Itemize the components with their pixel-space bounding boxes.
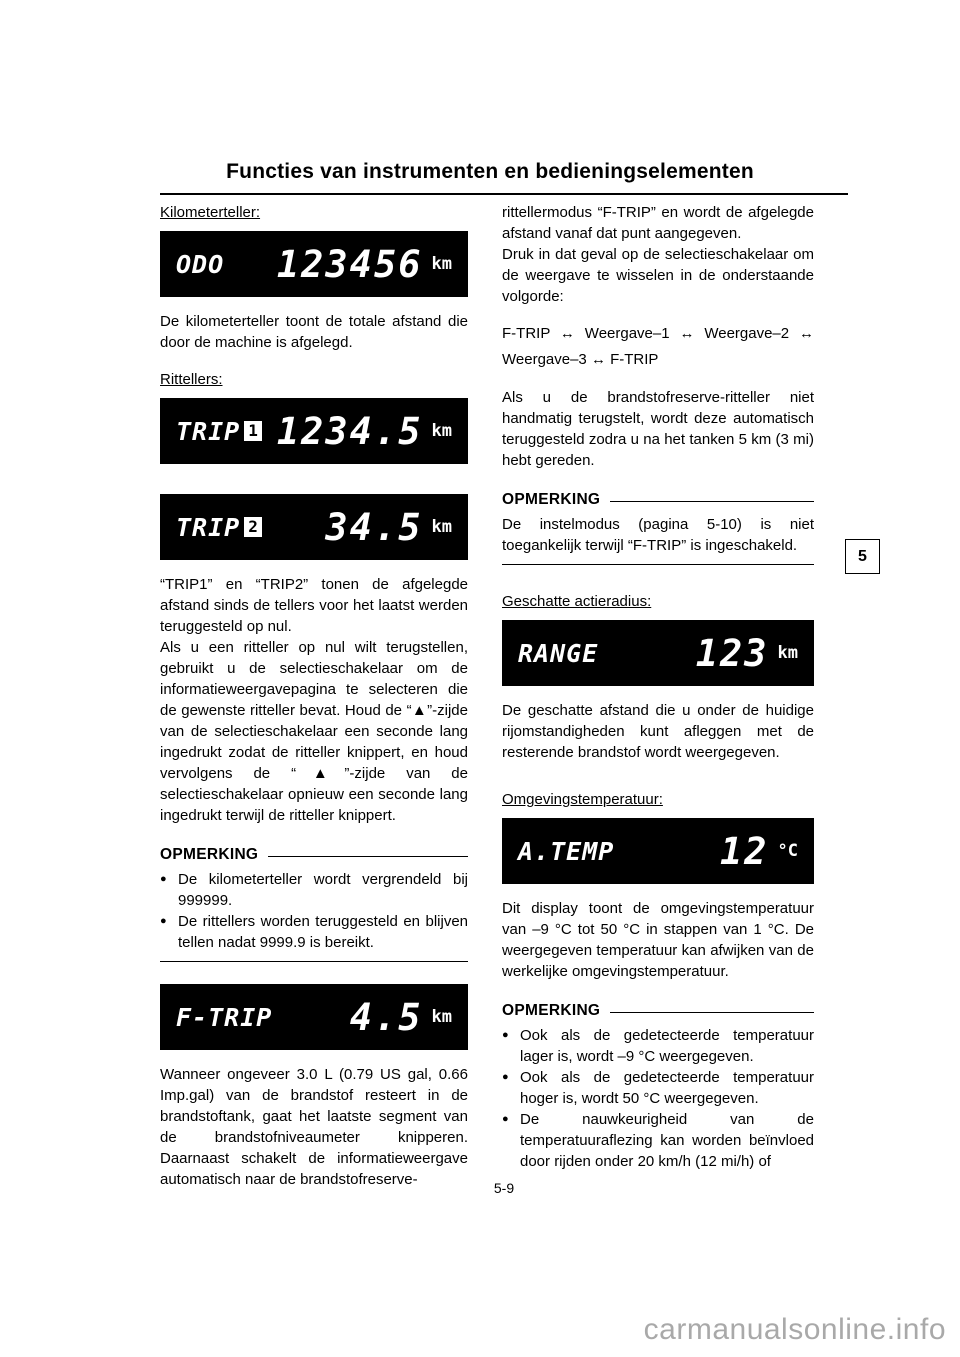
section-heading-range: Geschatte actieradius: <box>502 593 652 610</box>
trip1-display-label: TRIP <box>176 416 241 446</box>
ambient-temp-display-value: 12 <box>719 829 769 873</box>
section-heading-tripmeters: Rittellers: <box>160 371 223 388</box>
ftrip-intro-paragraph-2: Druk in dat geval op de selectieschakelaar om de weergave te wisselen in de onderstaande volgorde: <box>502 246 814 305</box>
range-display-label: RANGE <box>518 638 599 668</box>
odometer-display-unit: km <box>431 253 452 274</box>
note-title: OPMERKING <box>502 1002 601 1019</box>
ftrip-display <box>160 984 468 1050</box>
trip1-display-value: 1234.5 <box>276 409 423 453</box>
chapter-tab: 5 <box>845 539 880 574</box>
page-title: Functies van instrumenten en bedieningselementen <box>226 160 754 183</box>
bullet-icon: ● <box>502 1113 509 1125</box>
page-number: 5-9 <box>493 1180 515 1196</box>
ambient-temp-display-label: A.TEMP <box>518 836 615 866</box>
section-heading-odometer: Kilometerteller: <box>160 204 261 221</box>
odometer-display-label: ODO <box>176 249 225 279</box>
note-title: OPMERKING <box>160 846 259 863</box>
trip1-indicator-badge: 1 <box>244 421 262 441</box>
note-odometer <box>160 844 468 962</box>
note-title-rule <box>610 501 814 502</box>
fuel-reserve-reset-paragraph: Als u de brandstofreserve-ritteller niet handmatig terugstelt, wordt deze automatisch teruggesteld zodra u na het tanken 5 km (3 mi) hebt gereden. <box>502 389 814 469</box>
ambient-temp-display-unit: °C <box>777 840 798 861</box>
bullet-icon: ● <box>160 873 167 885</box>
left-column <box>160 202 468 1190</box>
note-bullet-text: Ook als de gedetecteerde temperatuur lager is, wordt –9 °C weergegeven. <box>520 1027 814 1065</box>
trip1-display <box>160 398 468 464</box>
note-bullet-text: Ook als de gedetecteerde temperatuur hoger is, wordt 50 °C weergegeven. <box>520 1069 814 1107</box>
note-bullet <box>502 1067 814 1109</box>
ftrip-display-value: 4.5 <box>349 995 423 1039</box>
range-display-unit: km <box>777 642 798 663</box>
tripmeters-paragraph-2: Als u een ritteller op nul wilt terugstellen, gebruikt u de selectieschakelaar om de informatieweergavepagina te selecteren die de gewenste ritteller bevat. Houd de “▲”-zijde van de selectieschakelaar een seconde lang ingedrukt zodat de ritteller knippert, en houd vervolgens de “▲”-zijde van de selectieschakelaar opnieuw een seconde lang ingedrukt terwijl de ritteller knippert. <box>160 639 468 824</box>
header-rule <box>160 193 848 195</box>
tripmeters-paragraph-1: “TRIP1” en “TRIP2” tonen de afgelegde afstand sinds de tellers voor het laatst werden teruggesteld op nul. <box>160 576 468 635</box>
note-ftrip <box>502 489 814 565</box>
trip2-indicator-badge: 2 <box>244 517 262 537</box>
trip2-display-label: TRIP <box>176 512 241 542</box>
right-column <box>502 202 814 1172</box>
watermark: carmanualsonline.info <box>643 1313 946 1346</box>
odometer-display-value: 123456 <box>276 242 423 286</box>
range-display <box>502 620 814 686</box>
odometer-display <box>160 231 468 297</box>
note-bullet <box>502 1109 814 1172</box>
range-paragraph: De geschatte afstand die u onder de huidige rijomstandigheden kunt afleggen met de resterende brandstof wordt weergegeven. <box>502 702 814 761</box>
note-title-rule <box>268 856 468 857</box>
note-bullet <box>160 911 468 953</box>
trip2-display-unit: km <box>431 516 452 537</box>
bullet-icon: ● <box>502 1071 509 1083</box>
section-heading-ambient-temp: Omgevingstemperatuur: <box>502 791 663 808</box>
note-title-rule <box>610 1012 814 1013</box>
ftrip-display-unit: km <box>431 1006 452 1027</box>
ftrip-intro-paragraph-1: rittellermodus “F-TRIP” en wordt de afgelegde afstand vanaf dat punt aangegeven. <box>502 204 814 242</box>
ftrip-display-label: F-TRIP <box>176 1002 273 1032</box>
note-bullet-text: De rittellers worden teruggesteld en blijven tellen nadat 9999.9 is bereikt. <box>178 913 468 951</box>
trip2-display-value: 34.5 <box>325 505 423 549</box>
range-display-value: 123 <box>695 631 769 675</box>
note-bullet <box>502 1025 814 1067</box>
note-ambient-temp <box>502 1000 814 1172</box>
fuel-reserve-paragraph: Wanneer ongeveer 3.0 L (0.79 US gal, 0.66 Imp.gal) van de brandstof resteert in de brandstoftank, gaat het laatste segment van de brandstofniveaumeter knipperen. Daarnaast schakelt de informatieweergave automatisch naar de brandstofreserve- <box>160 1066 468 1188</box>
ambient-temp-paragraph: Dit display toont de omgevingstemperatuur van –9 °C tot 50 °C in stappen van 1 °C. De weergegeven temperatuur kan afwijken van de werkelijke omgevingstemperatuur. <box>502 900 814 980</box>
note-bullet-text: De kilometerteller wordt vergrendeld bij 999999. <box>178 871 468 909</box>
bullet-icon: ● <box>502 1029 509 1041</box>
odometer-paragraph: De kilometerteller toont de totale afstand die door de machine is afgelegd. <box>160 313 468 351</box>
note-text: De instelmodus (pagina 5-10) is niet toegankelijk terwijl “F-TRIP” is ingeschakeld. <box>502 516 814 554</box>
ambient-temp-display <box>502 818 814 884</box>
trip1-display-unit: km <box>431 420 452 441</box>
note-title: OPMERKING <box>502 491 601 508</box>
display-cycle-sequence: F-TRIP ↔ Weergave–1 ↔ Weergave–2 ↔ Weergave–3 ↔ F-TRIP <box>502 325 814 368</box>
bullet-icon: ● <box>160 915 167 927</box>
trip2-display <box>160 494 468 560</box>
note-bullet-text: De nauwkeurigheid van de temperatuuraflezing kan worden beïnvloed door rijden onder 20 km/h (12 mi/h) of <box>520 1111 814 1170</box>
note-bullet <box>160 869 468 911</box>
